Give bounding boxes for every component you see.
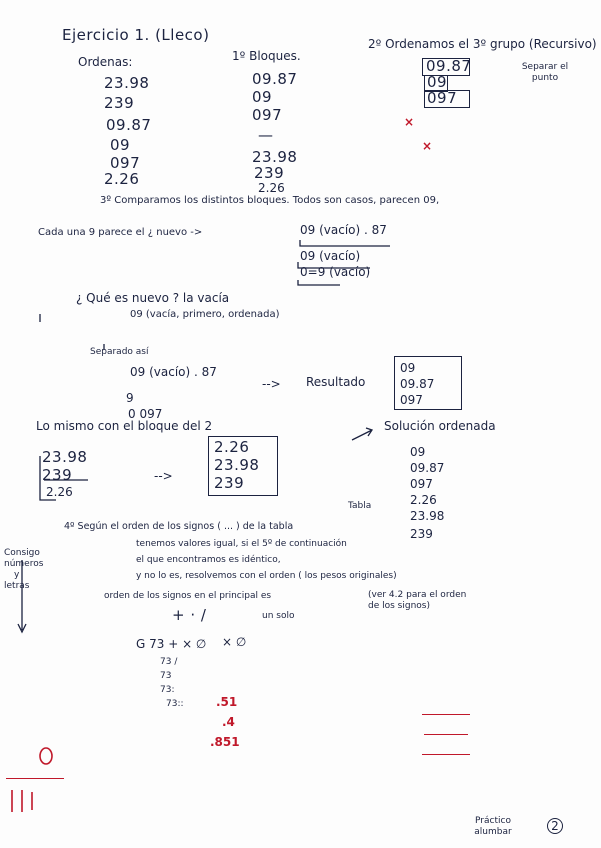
column-heading-group3: 2º Ordenamos el 3º grupo (Recursivo) (368, 37, 597, 51)
red-number: .851 (210, 735, 240, 749)
bracket-mark (40, 456, 56, 500)
solution-item: 097 (410, 477, 433, 491)
same-left-item: 23.98 (42, 448, 88, 466)
bottom-stack-item: 73 / (160, 657, 178, 667)
step3-item: 09 (vacío) . 87 (300, 223, 387, 237)
bottom-stack-item: 73:: (166, 699, 184, 709)
separated-label: Separado así (90, 347, 149, 357)
footer-text: Práctico alumbar (474, 816, 512, 837)
step4-line: (ver 4.2 para el orden de los signos) (368, 590, 467, 611)
solution-item: 23.98 (410, 509, 445, 523)
same-right-item: 23.98 (214, 456, 260, 474)
original-item: 09 (110, 136, 131, 154)
cross-mark: × (422, 139, 433, 153)
exercise-title: Ejercicio 1. (Lleco) (62, 26, 210, 44)
question-line: ¿ Qué es nuevo ? la vacía (76, 291, 230, 305)
solution-item: 09.87 (410, 461, 445, 475)
same-right-item: 2.26 (214, 438, 250, 456)
bottom-stack-item: 73 (160, 671, 172, 681)
original-item: 2.26 (104, 170, 140, 188)
column-heading-ordered: Ordenas: (78, 55, 133, 69)
question-line: 09 (vacía, primero, ordenada) (130, 309, 280, 320)
step4-signs: × ∅ (222, 635, 247, 649)
group3-item: 097 (427, 89, 458, 107)
step4-line: tenemos valores igual, si el 5º de continuación (136, 539, 347, 549)
original-item: 23.98 (104, 74, 150, 92)
tabla-label: Tabla (348, 501, 372, 511)
note-separate-point: Separar el punto (521, 62, 569, 83)
group3-item: 09 (427, 73, 448, 91)
red-tally-mark (12, 790, 32, 812)
result-item: 097 (400, 393, 423, 407)
step3-item: 0=9 (vacío) (300, 265, 371, 279)
block-item: 239 (254, 164, 285, 182)
solution-item: 09 (410, 445, 426, 459)
result-item: 09 (400, 361, 416, 375)
red-circle-mark (40, 748, 52, 764)
step4-line: orden de los signos en el principal es (104, 591, 272, 601)
original-item: 097 (110, 154, 141, 172)
step4-signs: + · / (172, 606, 207, 624)
group3-item: 09.87 (426, 57, 472, 75)
arrow-mark (352, 428, 372, 440)
block-item: 09 (252, 88, 273, 106)
block-item: 2.26 (258, 181, 285, 195)
underline-mark (298, 262, 370, 268)
red-number: .51 (216, 695, 238, 709)
cross-mark: × (404, 115, 415, 129)
step3-line: Cada una 9 parece el ¿ nuevo -> (38, 227, 203, 238)
result-item: 09.87 (400, 377, 435, 391)
underline-mark (300, 240, 390, 246)
side-note-line: números (4, 559, 44, 569)
same-left-item: 2.26 (46, 485, 73, 499)
result-label: Resultado (306, 375, 366, 389)
original-item: 239 (104, 94, 135, 112)
step4-note: un solo (262, 611, 295, 621)
step4-line: el que encontramos es idéntico, (136, 555, 281, 565)
block-item: 09.87 (252, 70, 298, 88)
step4-line: 4º Según el orden de los signos ( ... ) de la tabla (64, 521, 294, 532)
solution-item: 239 (410, 527, 433, 541)
underline-mark (298, 280, 340, 285)
step4-line: y no lo es, resolvemos con el orden ( los pesos originales) (136, 571, 397, 581)
block-item: 23.98 (252, 148, 298, 166)
same-block-line: Lo mismo con el bloque del 2 (36, 419, 213, 433)
separated-line: 09 (vacío) . 87 (130, 365, 217, 379)
separated-line: 9 (126, 391, 134, 405)
arrow: --> (154, 469, 173, 483)
side-note-line: Consigo (4, 548, 40, 558)
step3-line: 3º Comparamos los distintos bloques. Todos son casos, parecen 09, (100, 195, 440, 206)
bottom-stack-item: 73: (160, 685, 175, 695)
same-right-item: 239 (214, 474, 245, 492)
solution-label: Solución ordenada (384, 419, 496, 433)
arrow: --> (262, 377, 281, 391)
side-note-line: y (14, 570, 20, 580)
down-arrow-mark (18, 560, 26, 632)
red-number: .4 (222, 715, 235, 729)
original-item: 09.87 (106, 116, 152, 134)
block-item: 097 (252, 106, 283, 124)
step3-item: 09 (vacío) (300, 249, 361, 263)
same-left-item: 239 (42, 466, 73, 484)
block-separator: — (258, 126, 274, 144)
column-heading-blocks: 1º Bloques. (232, 49, 301, 63)
bottom-line: G 73 + × ∅ (136, 637, 207, 651)
side-note-line: letras (4, 581, 30, 591)
solution-item: 2.26 (410, 493, 437, 507)
page-number: 2 (547, 818, 563, 834)
separated-line: 0 097 (128, 407, 163, 421)
